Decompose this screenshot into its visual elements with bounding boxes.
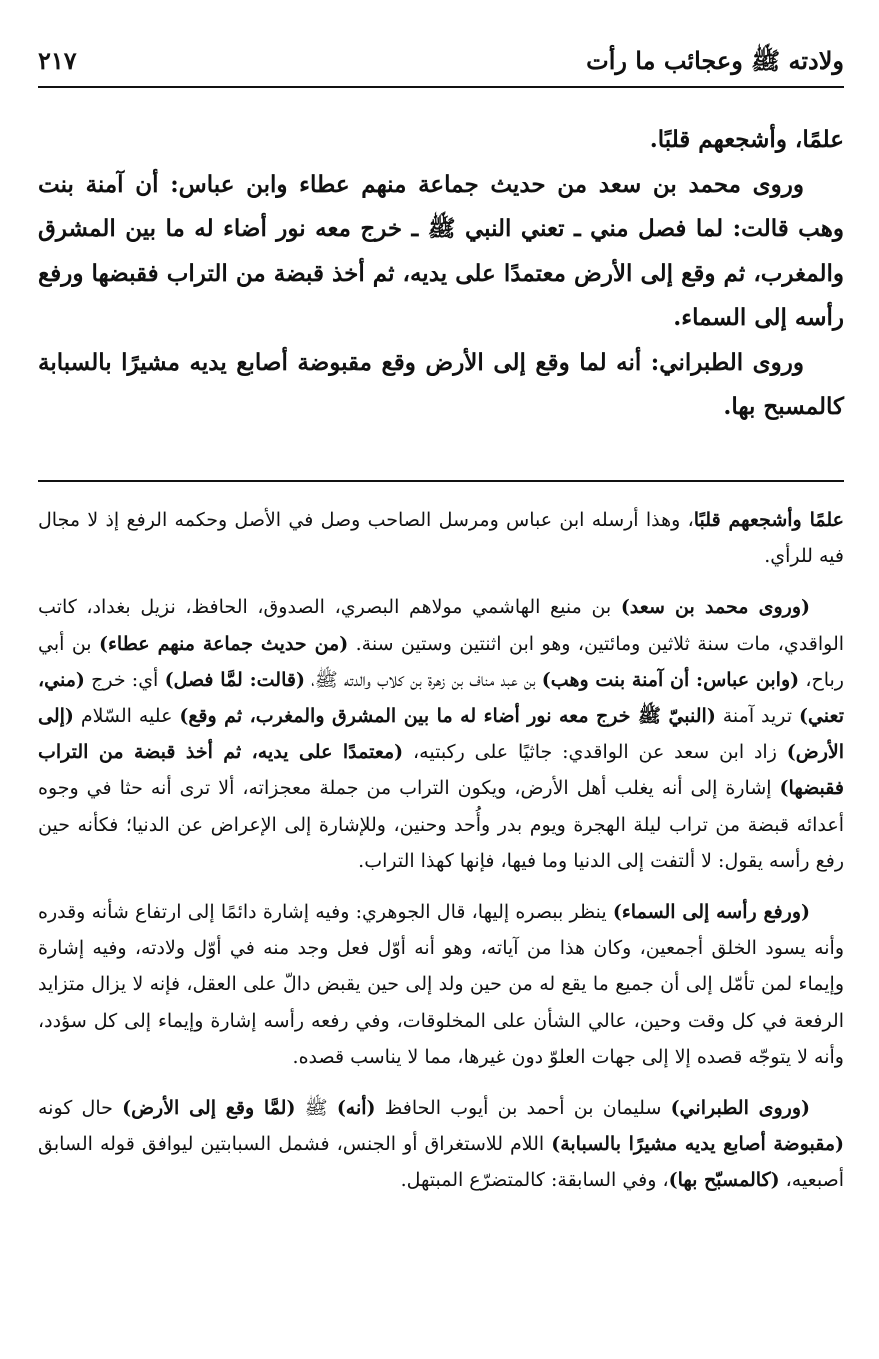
commentary-text: ، وفي السابقة: كالمتضرّع المبتهل. bbox=[400, 1169, 669, 1192]
running-title: ولادته ﷺ وعجائب ما رأت bbox=[586, 46, 844, 75]
commentary-text: إشارة إلى أنه يغلب أهل الأرض، ويكون التراب من جملة معجزاته، ألا ترى أنه حثا في وجوه أعدائه قبضة من تراب ليلة الهجرة ويوم بدر وأُحد وحنين، وللإشارة إلى الإعراض عن الدنيا؛ فكأنه حين رفع رأسه يقول: لا ألتفت إلى الدنيا وما فيها، فإنها كهذا التراب. bbox=[38, 777, 844, 872]
commentary-paragraph bbox=[38, 894, 844, 1075]
commentary-paragraph bbox=[38, 589, 844, 879]
page-header bbox=[38, 40, 844, 88]
quoted-phrase: (مني، تعني) bbox=[38, 668, 844, 728]
commentary-paragraph bbox=[38, 1090, 844, 1199]
commentary-text: حال كونه bbox=[38, 1097, 123, 1120]
main-text-paragraph: وروى الطبراني: أنه لما وقع إلى الأرض وقع مقبوضة أصابع يديه مشيرًا بالسبابة كالمسبح بها. bbox=[38, 348, 844, 420]
quoted-phrase: (أنه) bbox=[336, 1097, 376, 1120]
quoted-phrase: (ورفع رأسه إلى السماء) bbox=[612, 901, 810, 924]
commentary-text: ﷺ bbox=[295, 1097, 337, 1120]
commentary-text: اللام للاستغراق أو الجنس، فشمل السبابتين ليوافق قوله السابق أصبعيه، bbox=[38, 1133, 844, 1192]
quoted-phrase: (كالمسبّح بها) bbox=[668, 1169, 780, 1192]
quoted-phrase: (معتمدًا على يديه، ثم أخذ قبضة من التراب فقبضها) bbox=[38, 741, 844, 800]
commentary-text: بن منيع الهاشمي مولاهم البصري، الصدوق، الحافظ، نزيل بغداد، كاتب الواقدي، مات سنة ثلاثين ومائتين، وهو ابن اثنتين وستين سنة. bbox=[38, 596, 845, 655]
commentary-text: ينظر ببصره إليها، قال الجوهري: وفيه إشارة دائمًا إلى ارتفاع شأنه وقدره وأنه يسود الخلق أجمعين، وكان هذا من آياته، وهو أنه أوّل فعل وجد منه في أوّل ولادته، وفيه إشارة وإيماء لمن تأمّل إلى أن جميع ما يقع له من حين ولد إلى حين يقبض دالّ على العقل، فإنه لا يزال متزايد الرفعة في كل وقت وحين، عالي الشأن على المخلوقات، وفي رفعه رأسه إشارة وإيماء إلى كل سؤدد، وأنه لا يتوجّه قصده إلا إلى جهات العلوّ دون غيرها، مما لا يناسب قصده. bbox=[38, 901, 844, 1068]
commentary-text: بن عبد مناف بن زهرة بن كلاب والدته ﷺ، bbox=[304, 668, 542, 691]
quoted-phrase: (وروى الطبراني) bbox=[670, 1097, 810, 1120]
commentary-text: تريد آمنة bbox=[715, 705, 799, 728]
quoted-phrase: (قالت: لمَّا فصل) bbox=[164, 668, 305, 691]
quoted-phrase: علمًا وأشجعهم قلبًا bbox=[693, 509, 844, 531]
quoted-phrase: (مقبوضة أصابع يديه مشيرًا بالسبابة) bbox=[551, 1133, 844, 1156]
book-page bbox=[38, 40, 844, 1340]
commentary-text: أي: خرج bbox=[84, 668, 165, 691]
quoted-phrase: (لمَّا وقع إلى الأرض) bbox=[122, 1097, 296, 1120]
text-commentary-divider bbox=[38, 480, 844, 482]
main-text-paragraph: علمًا، وأشجعهم قلبًا. bbox=[649, 126, 844, 153]
main-text bbox=[38, 118, 844, 430]
quoted-phrase: (من حديث جماعة منهم عطاء) bbox=[98, 632, 349, 655]
page-number: ٢١٧ bbox=[38, 46, 77, 75]
commentary bbox=[38, 502, 844, 1214]
commentary-text: بن أبي رباح، bbox=[38, 632, 844, 691]
main-text-paragraph: وروى محمد بن سعد من حديث جماعة منهم عطاء وابن عباس: أن آمنة بنت وهب قالت: لما فصل مني ـ تعني النبي ﷺ ـ خرج معه نور أضاء له ما بين المشرق والمغرب، ثم وقع إلى الأرض معتمدًا على يديه، ثم أخذ قبضة من التراب فقبضها ورفع رأسه إلى السماء. bbox=[38, 170, 844, 331]
commentary-paragraph bbox=[38, 502, 844, 574]
quoted-phrase: (وروى محمد بن سعد) bbox=[620, 596, 810, 619]
quoted-phrase: (النبيّ ﷺ خرج معه نور أضاء له ما بين المشرق والمغرب، ثم وقع) bbox=[179, 705, 716, 728]
quoted-phrase: (وابن عباس: أن آمنة بنت وهب) bbox=[541, 668, 800, 691]
commentary-text: ، وهذا أرسله ابن عباس ومرسل الصاحب وصل في الأصل وحكمه الرفع إذ لا مجال فيه للرأي. bbox=[38, 509, 844, 568]
commentary-text: زاد ابن سعد عن الواقدي: جاثيًا على ركبتيه، bbox=[403, 741, 787, 764]
commentary-text: عليه السّلام bbox=[73, 705, 180, 728]
commentary-text: سليمان بن أحمد بن أيوب الحافظ bbox=[375, 1097, 671, 1120]
quoted-phrase: (إلى الأرض) bbox=[38, 705, 845, 764]
